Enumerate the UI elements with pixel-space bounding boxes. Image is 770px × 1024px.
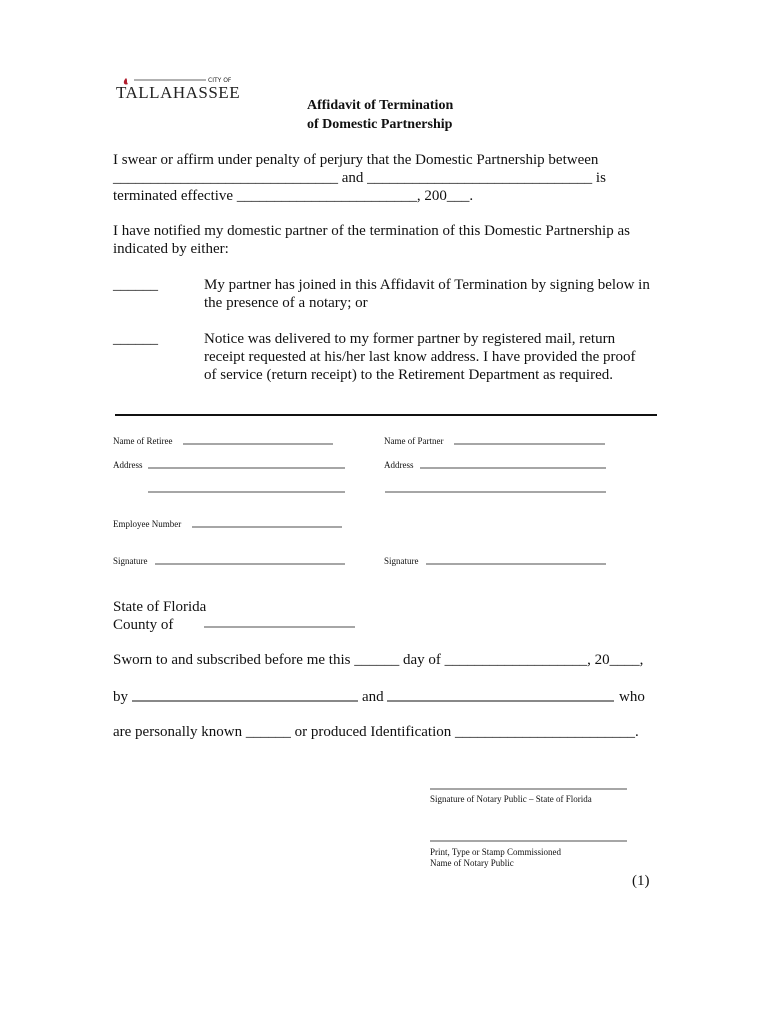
option-1-line-1: My partner has joined in this Affidavit of Termination by signing below in: [204, 277, 650, 293]
label-signature-left: Signature: [113, 556, 148, 566]
logo-city-of: CITY OF: [208, 77, 232, 84]
option-1-line-2: the presence of a notary; or: [204, 295, 368, 311]
known-line: are personally known ______ or produced Identification ________________________.: [113, 724, 639, 740]
option-2-line-1: Notice was delivered to my former partner by registered mail, return: [204, 331, 616, 347]
title-line-2: of Domestic Partnership: [307, 117, 453, 132]
option-2-line-2: receipt requested at his/her last know address. I have provided the proof: [204, 349, 636, 365]
and-word: and: [362, 689, 384, 705]
statement-line-1: I swear or affirm under penalty of perjury that the Domestic Partnership between: [113, 152, 599, 168]
page-number: (1): [632, 873, 650, 889]
option-1-blank[interactable]: ______: [113, 277, 158, 293]
notary-print-label-2: Name of Notary Public: [430, 858, 514, 868]
label-employee-number: Employee Number: [113, 519, 182, 529]
statement-line-3: terminated effective ________________________, 200___.: [113, 188, 474, 204]
title-line-1: Affidavit of Termination: [307, 98, 454, 113]
notary-print-label-1: Print, Type or Stamp Commissioned: [430, 847, 561, 857]
who-word: who: [619, 689, 645, 705]
label-name-of-partner: Name of Partner: [384, 436, 444, 446]
label-address-left: Address: [113, 460, 143, 470]
by-word: by: [113, 689, 128, 705]
option-2-line-3: of service (return receipt) to the Retirement Department as required.: [204, 367, 613, 383]
notified-line-1: I have notified my domestic partner of the termination of this Domestic Partnership as: [113, 223, 630, 239]
label-signature-right: Signature: [384, 556, 419, 566]
notary-signature-label: Signature of Notary Public – State of Florida: [430, 794, 592, 804]
option-2-blank[interactable]: ______: [113, 331, 158, 347]
logo-name: TALLAHASSEE: [116, 83, 241, 102]
label-name-of-retiree: Name of Retiree: [113, 436, 173, 446]
county-label: County of: [113, 617, 174, 633]
label-address-right: Address: [384, 460, 414, 470]
sworn-line: Sworn to and subscribed before me this ______ day of ___________________, 20____,: [113, 652, 644, 668]
notified-line-2: indicated by either:: [113, 241, 229, 257]
state-label: State of Florida: [113, 599, 207, 615]
statement-line-2: ______________________________ and ______________________________ is: [113, 170, 606, 186]
